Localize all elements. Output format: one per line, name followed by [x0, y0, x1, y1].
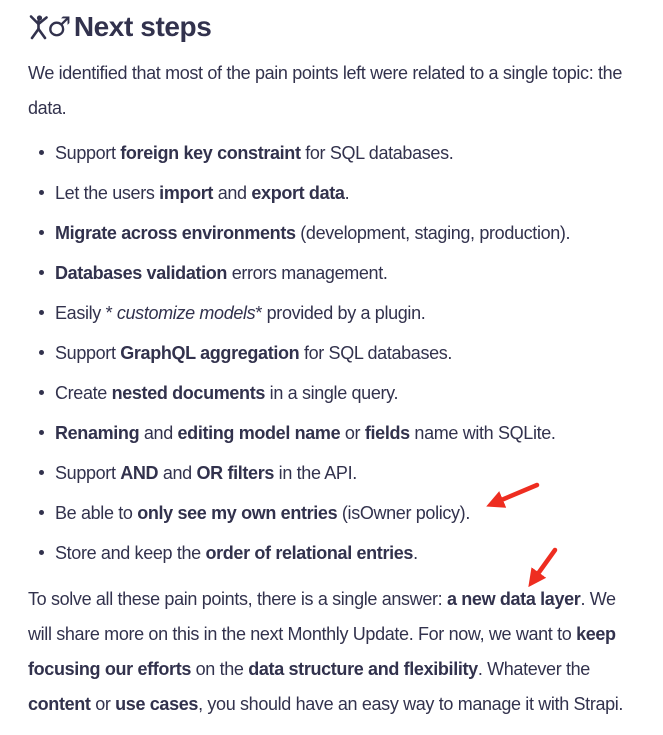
heading-emoji [28, 11, 72, 43]
list-item: Create nested documents in a single query. [39, 382, 635, 404]
list-item: Let the users import and export data. [39, 182, 635, 204]
list-item: Migrate across environments (development, staging, production). [39, 222, 635, 244]
page-title-text: Next steps [73, 11, 212, 42]
man-climbing-icon [28, 14, 49, 41]
list-item: Support AND and OR filters in the API. [39, 462, 635, 484]
list-item: Be able to only see my own entries (isOwner policy). [39, 502, 635, 524]
list-item: Renaming and editing model name or fields name with SQLite. [39, 422, 635, 444]
list-item: Support foreign key constraint for SQL databases. [39, 142, 635, 164]
list-item: Databases validation errors management. [39, 262, 635, 284]
closing-paragraph: To solve all these pain points, there is a single answer: a new data layer. We will share more on this in the next Monthly Update. For now, we want to keep focusing our efforts on the data structure and flexibility. Whatever the content or use cases, you should have an easy way to manage it with Strapi. [28, 589, 624, 714]
intro-paragraph: We identified that most of the pain points left were related to a single topic: the data. [28, 63, 622, 118]
page-title [28, 8, 635, 46]
male-sign-icon: ♂ [47, 11, 71, 43]
list-item: Support GraphQL aggregation for SQL databases. [39, 342, 635, 364]
list-item: Store and keep the order of relational entries. [39, 542, 635, 564]
list-item: Easily * customize models* provided by a plugin. [39, 302, 635, 324]
pain-points-list [28, 142, 635, 564]
